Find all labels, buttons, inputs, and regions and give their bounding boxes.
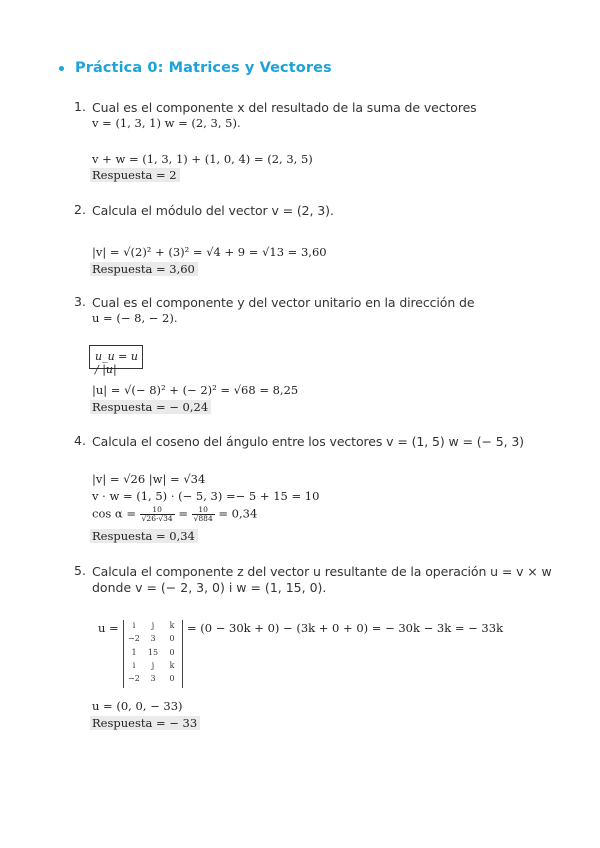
question-number: 1. [74,99,86,114]
fraction: $\frac{10}{√884}$ [193,505,213,523]
answer-highlight: Respuesta = 0,34 [90,529,198,543]
working-line: v + w = (1, 3, 1) + (1, 0, 4) = (2, 3, 5) [92,152,313,166]
det-cell: 15 [147,648,159,657]
det-cell: k [169,661,175,670]
det-cell: j [151,621,155,630]
question-text: Cual es el componente y del vector unitario en la dirección de [92,295,475,310]
cosine-label: cos α = [92,506,140,521]
result-line: u = (0, 0, − 33) [92,699,183,713]
det-cell: 0 [169,674,175,683]
working-line-cosine: cos α = $\frac{10}{√26\cdot√34}$ = $\frac{10}{√884}$ = 0,34 [92,505,258,523]
det-cell: 0 [169,634,175,643]
question-number: 4. [74,433,86,448]
answer-highlight: Respuesta = 2 [90,168,180,182]
fraction: $\frac{10}{√26\cdot√34}$ [141,505,173,523]
working-line: |u| = √(− 8)² + (− 2)² = √68 = 8,25 [92,383,299,397]
working-line: v · w = (1, 5) · (− 5, 3) =− 5 + 15 = 10 [92,489,320,503]
det-cell: 1 [131,648,137,657]
det-cell: j [151,661,155,670]
question-text: Cual es el componente x del resultado de la suma de vectores [92,100,477,115]
det-cell: 0 [169,648,175,657]
question-text-line2: u = (− 8, − 2). [92,311,178,325]
formula-text: u_u = u / |u| [95,350,138,376]
det-cell: 3 [150,634,156,643]
question-text: Calcula el coseno del ángulo entre los vectores v = (1, 5) w = (− 5, 3) [92,434,524,449]
det-cell: 3 [150,674,156,683]
answer-highlight: Respuesta = − 0,24 [90,400,211,414]
answer-highlight: Respuesta = 3,60 [90,262,198,276]
cosine-result: = 0,34 [218,506,258,521]
determinant-lhs: u = [98,621,119,635]
question-number: 3. [74,294,86,309]
det-cell: i [132,661,136,670]
answer-highlight: Respuesta = − 33 [90,716,200,730]
det-cell: −2 [128,674,140,683]
det-cell: −2 [128,634,140,643]
working-line: |v| = √(2)² + (3)² = √4 + 9 = √13 = 3,60 [92,245,327,259]
page-title: Práctica 0: Matrices y Vectores [75,60,332,76]
working-line: |v| = √26 |w| = √34 [92,472,206,486]
question-number: 5. [74,563,86,578]
det-cell: i [132,621,136,630]
bullet-icon [59,66,64,71]
det-cell: k [169,621,175,630]
question-text: Calcula el componente z del vector u resultante de la operación u = v × w [92,564,552,579]
determinant-matrix [123,620,183,688]
question-text-line2: donde v = (− 2, 3, 0) i w = (1, 15, 0). [92,580,327,595]
determinant-rhs: = (0 − 30k + 0) − (3k + 0 + 0) = − 30k − 3k = − 33k [187,621,504,635]
question-number: 2. [74,202,86,217]
question-text: Calcula el módulo del vector v = (2, 3). [92,203,334,218]
title-row [59,60,332,76]
question-text-line2: v = (1, 3, 1) w = (2, 3, 5). [92,116,241,130]
boxed-formula [89,345,143,376]
